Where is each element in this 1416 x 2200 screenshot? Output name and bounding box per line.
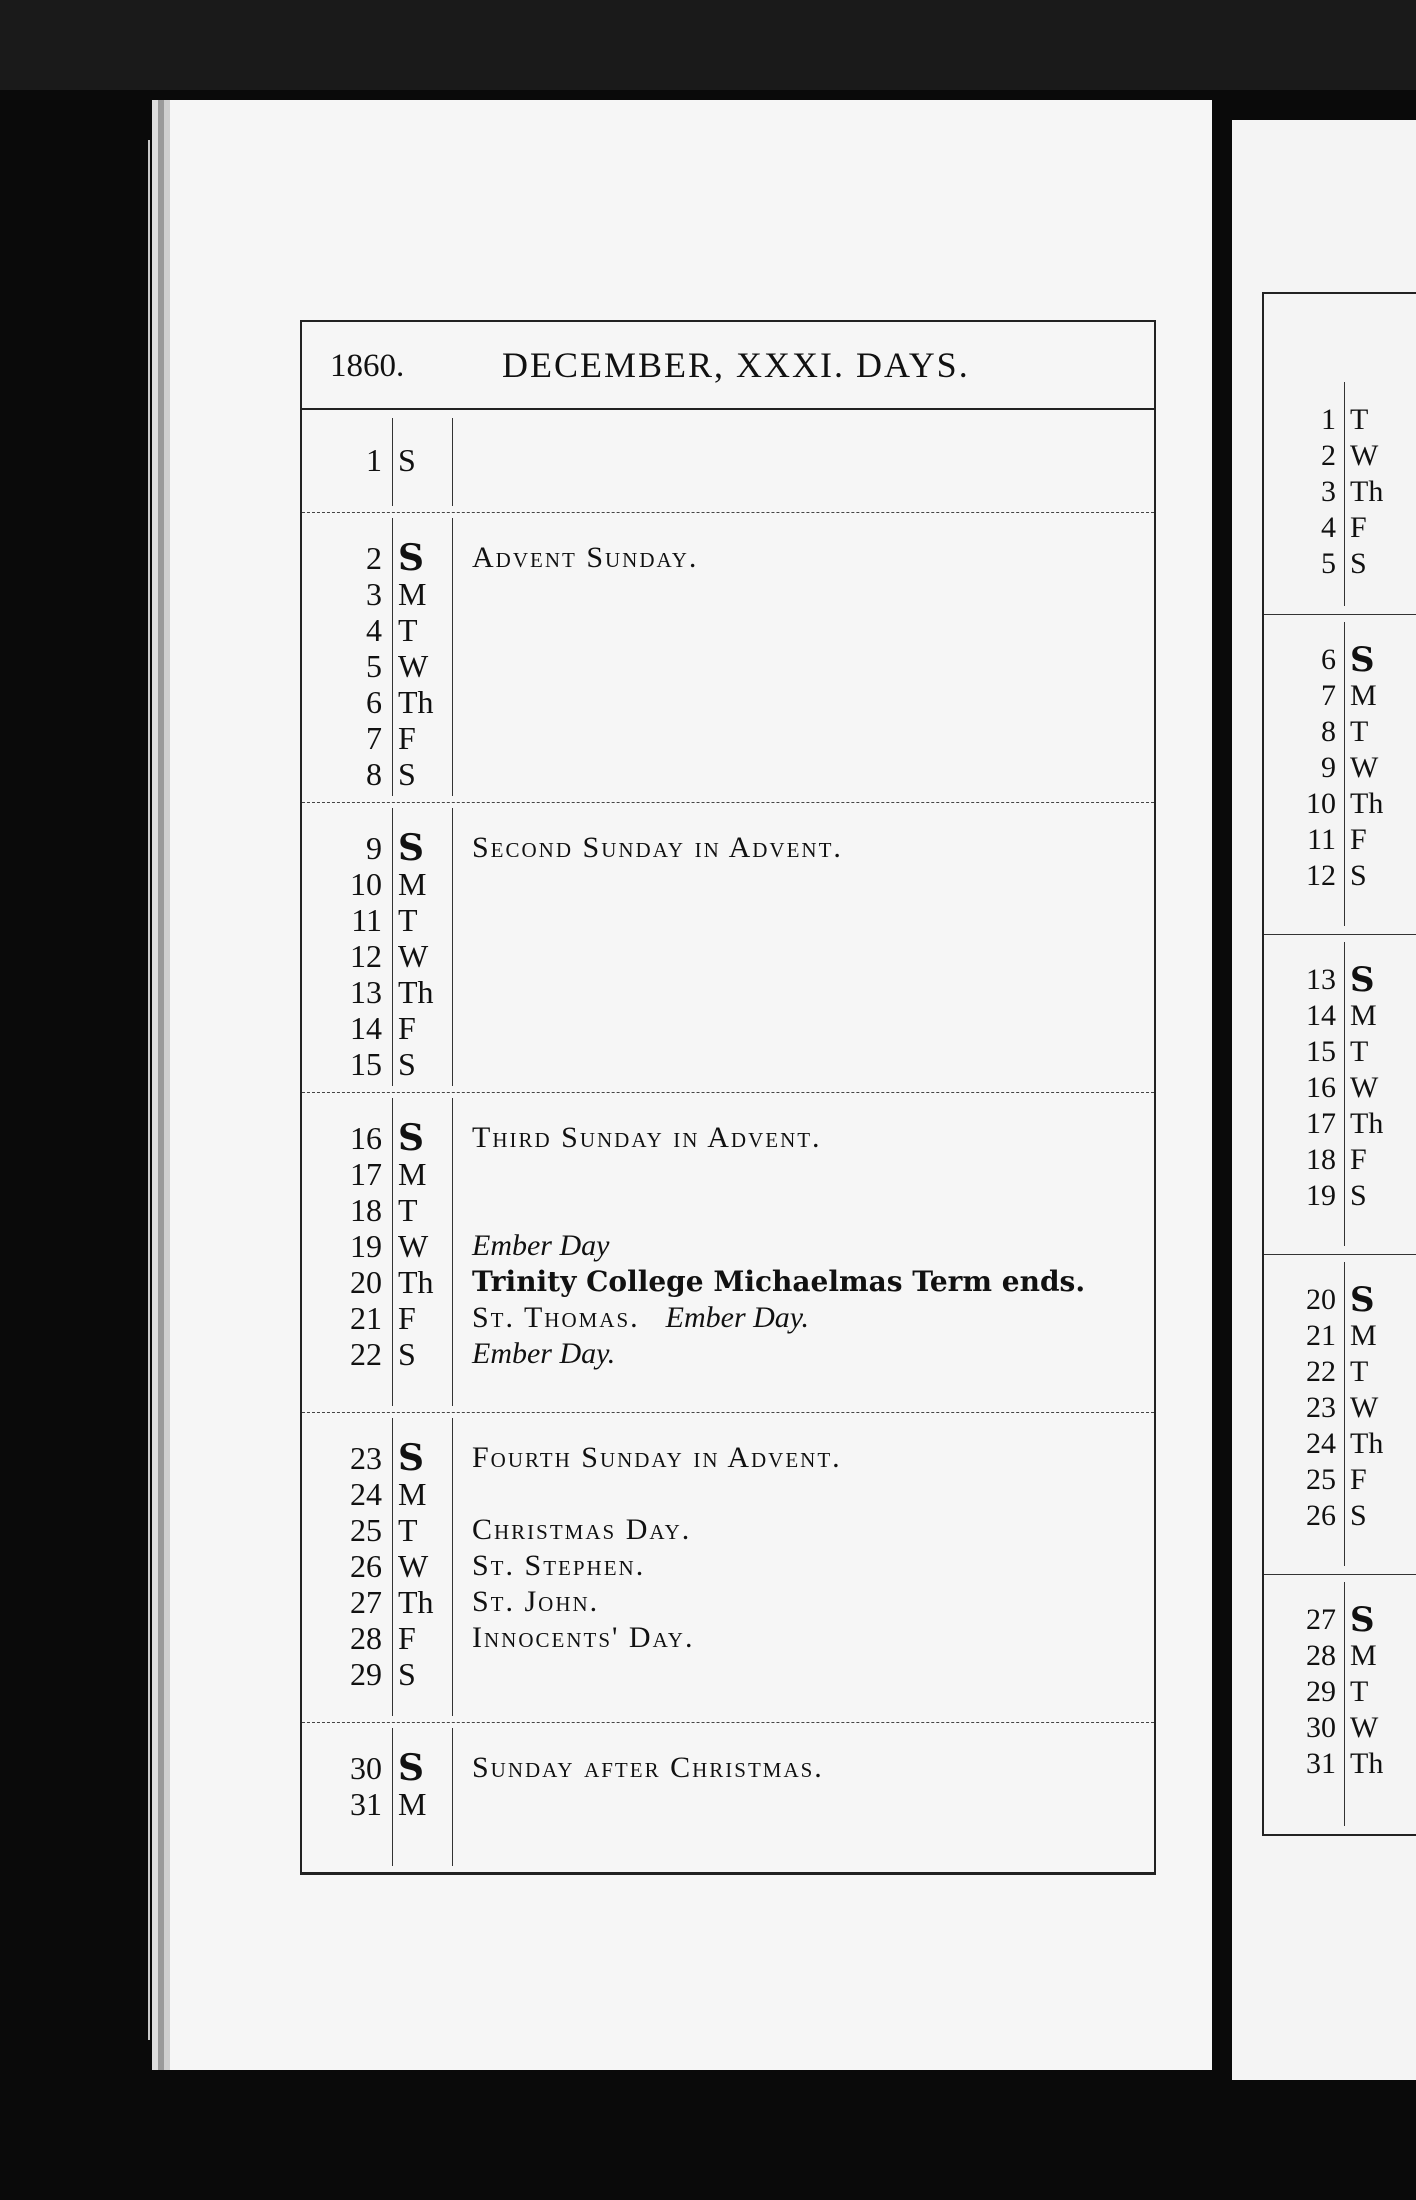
- day-number: 20: [350, 1264, 382, 1300]
- day-number: 14: [1306, 999, 1336, 1032]
- day-row: [1264, 1034, 1416, 1070]
- day-row: [302, 938, 1154, 974]
- day-number: 12: [350, 938, 382, 974]
- day-number: 23: [350, 1440, 382, 1476]
- day-row: [1264, 546, 1416, 582]
- weekday-letter: Th: [1350, 1107, 1384, 1140]
- month-title: DECEMBER, XXXI. DAYS.: [502, 345, 970, 385]
- sunday-letter: S: [1350, 960, 1375, 1000]
- day-number: 21: [350, 1300, 382, 1336]
- weekday-letter: W: [398, 1548, 429, 1584]
- day-event: [472, 1750, 824, 1786]
- day-row: [1264, 1674, 1416, 1710]
- day-number: 26: [1306, 1499, 1336, 1532]
- day-number: 5: [366, 648, 382, 684]
- event-text-secondary: Ember Day.: [665, 1301, 809, 1334]
- sunday-letter: S: [398, 1117, 424, 1159]
- event-text: Trinity College Michaelmas Term ends.: [472, 1265, 1086, 1298]
- sunday-letter: S: [398, 1747, 424, 1789]
- sunday-letter: S: [398, 537, 424, 579]
- day-number: 1: [366, 442, 382, 478]
- day-number: 24: [1306, 1427, 1336, 1460]
- day-row: [1264, 714, 1416, 750]
- day-number: 5: [1321, 547, 1336, 580]
- day-row: [1264, 1282, 1416, 1318]
- weekday-letter: F: [1350, 823, 1367, 856]
- day-number: 21: [1306, 1319, 1336, 1352]
- next-page-week: [1264, 934, 1416, 1255]
- weekday-letter: M: [398, 1156, 427, 1192]
- day-row: [302, 1192, 1154, 1228]
- day-row: [1264, 1354, 1416, 1390]
- day-number: 9: [1321, 751, 1336, 784]
- day-number: 3: [1321, 475, 1336, 508]
- day-number: 19: [1306, 1179, 1336, 1212]
- day-number: 13: [1306, 963, 1336, 996]
- day-event: [472, 1620, 694, 1656]
- december-calendar: [300, 320, 1156, 1875]
- day-number: 11: [1307, 823, 1336, 856]
- weekday-letter: T: [1350, 1035, 1369, 1068]
- day-event: [472, 1584, 599, 1620]
- week-block: [302, 1412, 1154, 1723]
- day-event: [472, 1440, 842, 1476]
- weekday-letter: T: [1350, 715, 1369, 748]
- day-row: [302, 756, 1154, 792]
- calendar-year: 1860.: [330, 348, 405, 384]
- day-event: [472, 540, 698, 576]
- weekday-letter: M: [1350, 999, 1377, 1032]
- day-row: [302, 1656, 1154, 1692]
- weekday-letter: W: [1350, 1711, 1379, 1744]
- day-row: [1264, 678, 1416, 714]
- weekday-letter: S: [1350, 1179, 1367, 1212]
- day-number: 27: [350, 1584, 382, 1620]
- weekday-letter: S: [398, 1336, 416, 1372]
- day-row: [302, 1264, 1154, 1300]
- next-page-week: [1264, 1574, 1416, 1834]
- day-number: 26: [350, 1548, 382, 1584]
- day-number: 25: [1306, 1463, 1336, 1496]
- day-row: [302, 1156, 1154, 1192]
- day-row: [1264, 1710, 1416, 1746]
- weekday-letter: Th: [1350, 475, 1384, 508]
- next-page-week: [1264, 614, 1416, 935]
- day-number: 22: [350, 1336, 382, 1372]
- weekday-letter: F: [398, 1010, 416, 1046]
- day-event: [472, 1120, 822, 1156]
- day-row: [302, 1786, 1154, 1822]
- day-row: [1264, 750, 1416, 786]
- day-row: [302, 1300, 1154, 1336]
- day-row: [1264, 438, 1416, 474]
- day-row: [302, 720, 1154, 756]
- week-block: [302, 512, 1154, 803]
- sunday-letter: S: [1350, 640, 1375, 680]
- weekday-letter: M: [1350, 1319, 1377, 1352]
- week-block: [302, 802, 1154, 1093]
- day-row: [302, 1747, 1154, 1789]
- day-number: 6: [1321, 643, 1336, 676]
- weekday-letter: W: [398, 648, 429, 684]
- day-event: [472, 1300, 809, 1336]
- weekday-letter: Th: [398, 1264, 434, 1300]
- day-row: [1264, 1746, 1416, 1782]
- event-text: Innocents' Day.: [472, 1621, 695, 1654]
- day-number: 19: [350, 1228, 382, 1264]
- day-number: 18: [1306, 1143, 1336, 1176]
- day-number: 25: [350, 1512, 382, 1548]
- weekday-letter: Th: [398, 1584, 434, 1620]
- event-text: Advent Sunday.: [472, 541, 699, 574]
- day-row: [302, 648, 1154, 684]
- day-number: 12: [1306, 859, 1336, 892]
- day-row: [302, 1584, 1154, 1620]
- day-row: [1264, 1426, 1416, 1462]
- day-row: [302, 1046, 1154, 1082]
- day-number: 17: [350, 1156, 382, 1192]
- day-number: 7: [366, 720, 382, 756]
- weekday-letter: F: [398, 1300, 416, 1336]
- weekday-letter: W: [398, 938, 429, 974]
- weekday-letter: T: [398, 1512, 418, 1548]
- day-row: [302, 612, 1154, 648]
- day-row: [302, 902, 1154, 938]
- weekday-letter: S: [1350, 1499, 1367, 1532]
- day-row: [1264, 1142, 1416, 1178]
- day-number: 13: [350, 974, 382, 1010]
- event-text: Sunday after Christmas.: [472, 1751, 824, 1784]
- day-number: 9: [366, 830, 382, 866]
- event-text: St. John.: [472, 1585, 600, 1618]
- day-row: [1264, 786, 1416, 822]
- day-number: 10: [350, 866, 382, 902]
- day-number: 31: [1306, 1747, 1336, 1780]
- weekday-letter: W: [1350, 1071, 1379, 1104]
- event-text: Ember Day: [472, 1229, 610, 1262]
- day-number: 17: [1306, 1107, 1336, 1140]
- day-number: 15: [350, 1046, 382, 1082]
- day-row: [1264, 1106, 1416, 1142]
- weekday-letter: F: [1350, 1143, 1367, 1176]
- event-text: Fourth Sunday in Advent.: [472, 1441, 842, 1474]
- day-number: 29: [350, 1656, 382, 1692]
- day-number: 30: [1306, 1711, 1336, 1744]
- day-number: 27: [1306, 1603, 1336, 1636]
- day-row: [1264, 1070, 1416, 1106]
- weekday-letter: T: [398, 1192, 418, 1228]
- sunday-letter: S: [1350, 1280, 1375, 1320]
- weekday-letter: S: [1350, 547, 1367, 580]
- weekday-letter: W: [398, 1228, 429, 1264]
- weekday-letter: F: [1350, 1463, 1367, 1496]
- event-text: Second Sunday in Advent.: [472, 831, 843, 864]
- top-dark-border: [0, 0, 1416, 90]
- day-number: 18: [350, 1192, 382, 1228]
- day-row: [302, 442, 1154, 478]
- weekday-letter: F: [1350, 511, 1367, 544]
- week-block: [302, 1092, 1154, 1413]
- day-row: [1264, 962, 1416, 998]
- weekday-letter: M: [398, 1786, 427, 1822]
- day-row: [302, 1228, 1154, 1264]
- day-row: [302, 1437, 1154, 1479]
- day-row: [302, 1548, 1154, 1584]
- weekday-letter: T: [1350, 1355, 1369, 1388]
- day-number: 11: [351, 902, 382, 938]
- day-event: [472, 830, 843, 866]
- weekday-letter: S: [398, 1656, 416, 1692]
- weekday-letter: Th: [1350, 1747, 1384, 1780]
- day-number: 7: [1321, 679, 1336, 712]
- day-number: 2: [366, 540, 382, 576]
- page-edge: [148, 140, 158, 2040]
- sunday-letter: S: [1350, 1600, 1375, 1640]
- day-number: 14: [350, 1010, 382, 1046]
- weekday-letter: Th: [398, 684, 434, 720]
- day-event: [472, 1548, 645, 1584]
- day-number: 15: [1306, 1035, 1336, 1068]
- day-row: [1264, 402, 1416, 438]
- day-number: 10: [1306, 787, 1336, 820]
- weekday-letter: M: [398, 576, 427, 612]
- day-row: [1264, 998, 1416, 1034]
- day-row: [1264, 1638, 1416, 1674]
- day-row: [302, 1010, 1154, 1046]
- day-number: 8: [366, 756, 382, 792]
- day-row: [302, 1117, 1154, 1159]
- calendar-header: [302, 322, 1154, 410]
- day-row: [1264, 1462, 1416, 1498]
- january-calendar-fragment: [1262, 292, 1416, 1836]
- day-number: 29: [1306, 1675, 1336, 1708]
- weekday-letter: S: [398, 1046, 416, 1082]
- day-row: [1264, 858, 1416, 894]
- day-number: 30: [350, 1750, 382, 1786]
- sunday-letter: S: [398, 827, 424, 869]
- day-row: [1264, 1390, 1416, 1426]
- day-number: 31: [350, 1786, 382, 1822]
- event-text: Third Sunday in Advent.: [472, 1121, 822, 1154]
- day-number: 23: [1306, 1391, 1336, 1424]
- weekday-letter: W: [1350, 1391, 1379, 1424]
- event-text: Ember Day.: [472, 1337, 616, 1370]
- day-row: [302, 1476, 1154, 1512]
- day-number: 2: [1321, 439, 1336, 472]
- day-number: 4: [366, 612, 382, 648]
- weekday-letter: F: [398, 720, 416, 756]
- day-row: [1264, 1602, 1416, 1638]
- weekday-letter: Th: [1350, 787, 1384, 820]
- day-row: [302, 974, 1154, 1010]
- day-event: [472, 1336, 615, 1372]
- day-row: [302, 866, 1154, 902]
- event-text: Christmas Day.: [472, 1513, 692, 1546]
- day-number: 16: [350, 1120, 382, 1156]
- day-number: 3: [366, 576, 382, 612]
- weekday-letter: T: [398, 902, 418, 938]
- next-page-week: [1264, 374, 1416, 615]
- weekday-letter: M: [398, 866, 427, 902]
- day-row: [1264, 1178, 1416, 1214]
- day-number: 6: [366, 684, 382, 720]
- weekday-letter: T: [1350, 1675, 1369, 1708]
- day-number: 16: [1306, 1071, 1336, 1104]
- day-row: [302, 827, 1154, 869]
- weekday-letter: Th: [398, 974, 434, 1010]
- day-row: [1264, 1318, 1416, 1354]
- week-block: [302, 1722, 1154, 1872]
- day-row: [302, 537, 1154, 579]
- week-block: [302, 412, 1154, 513]
- day-row: [302, 1620, 1154, 1656]
- weekday-letter: W: [1350, 751, 1379, 784]
- weekday-letter: S: [398, 442, 416, 478]
- day-number: 24: [350, 1476, 382, 1512]
- sunday-letter: S: [398, 1437, 424, 1479]
- day-row: [1264, 474, 1416, 510]
- day-row: [1264, 510, 1416, 546]
- day-row: [302, 1336, 1154, 1372]
- day-row: [302, 576, 1154, 612]
- day-number: 1: [1321, 403, 1336, 436]
- day-number: 22: [1306, 1355, 1336, 1388]
- day-row: [302, 684, 1154, 720]
- event-text: St. Stephen.: [472, 1549, 646, 1582]
- day-row: [1264, 1498, 1416, 1534]
- day-event: [472, 1264, 1085, 1300]
- day-row: [1264, 822, 1416, 858]
- weekday-letter: T: [398, 612, 418, 648]
- weekday-letter: S: [1350, 859, 1367, 892]
- day-event: [472, 1512, 691, 1548]
- day-number: 8: [1321, 715, 1336, 748]
- next-page-week: [1264, 1254, 1416, 1575]
- weekday-letter: Th: [1350, 1427, 1384, 1460]
- day-row: [302, 1512, 1154, 1548]
- day-event: [472, 1228, 609, 1264]
- event-text: St. Thomas.: [472, 1301, 640, 1334]
- weekday-letter: F: [398, 1620, 416, 1656]
- day-number: 28: [350, 1620, 382, 1656]
- day-number: 4: [1321, 511, 1336, 544]
- day-number: 28: [1306, 1639, 1336, 1672]
- weekday-letter: M: [1350, 1639, 1377, 1672]
- weekday-letter: W: [1350, 439, 1379, 472]
- weekday-letter: S: [398, 756, 416, 792]
- weekday-letter: T: [1350, 403, 1369, 436]
- day-number: 20: [1306, 1283, 1336, 1316]
- day-row: [1264, 642, 1416, 678]
- weekday-letter: M: [398, 1476, 427, 1512]
- weekday-letter: M: [1350, 679, 1377, 712]
